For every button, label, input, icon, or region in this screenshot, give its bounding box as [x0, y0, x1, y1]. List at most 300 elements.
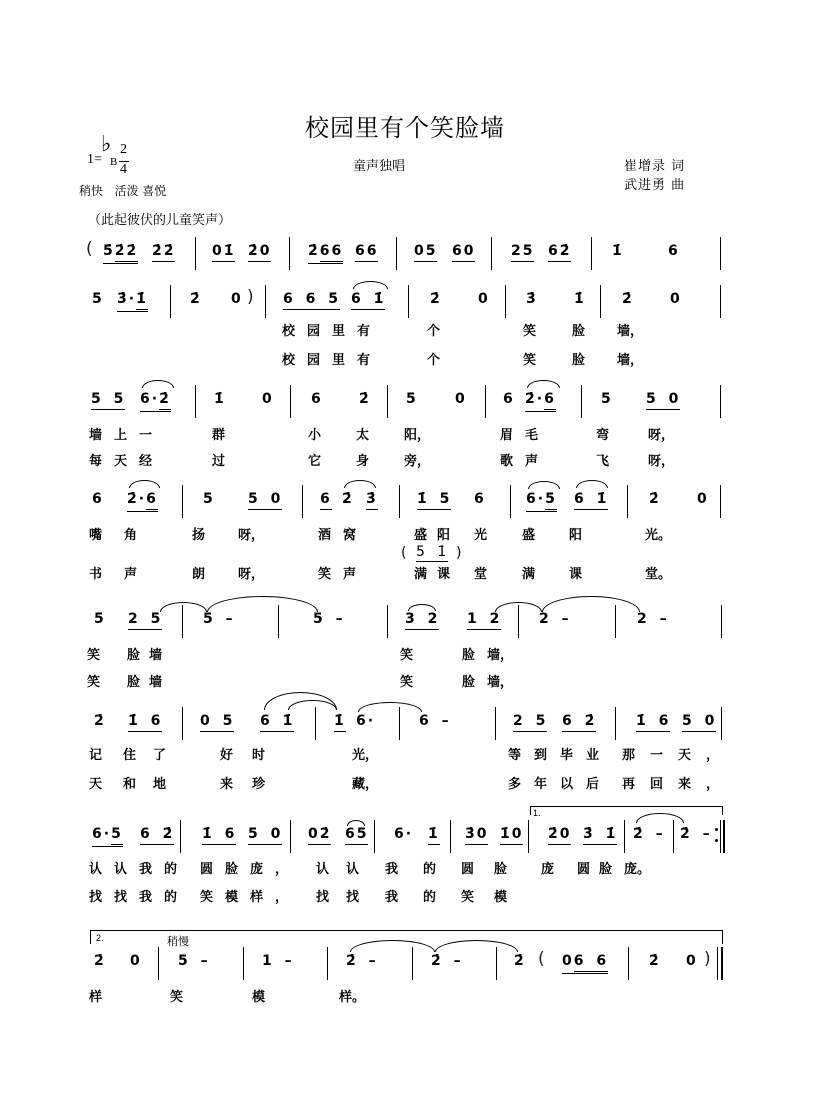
lyric: 脸 — [462, 675, 488, 690]
lyric: 盛阳 — [414, 528, 461, 543]
lyric: 笑 — [87, 675, 113, 690]
lyric: 酒窝 — [318, 528, 369, 543]
note-group: 66 — [355, 242, 378, 262]
tempo-change-marking: 稍慢 — [167, 935, 189, 948]
barline — [302, 485, 303, 518]
lyric: 的 — [423, 890, 449, 905]
intro-note: （此起彼伏的儿童笑声） — [88, 213, 232, 228]
lyric: 圆 — [461, 862, 487, 877]
note: 2̇ — [159, 390, 171, 410]
lyric: 光， — [352, 748, 379, 763]
barline — [628, 947, 629, 980]
lyric: 了 — [153, 748, 179, 763]
note: 3̇· — [117, 291, 137, 307]
composer-credit: 武进勇 曲 — [624, 178, 686, 193]
lyric: 找找 — [316, 890, 377, 905]
note: 2̇ — [649, 953, 661, 969]
lyric: 笑 — [170, 990, 196, 1005]
barline — [505, 285, 506, 318]
note: 2̇ – — [346, 953, 378, 969]
barline — [412, 947, 413, 980]
score-line-8 — [0, 933, 822, 972]
barline — [315, 707, 316, 740]
lyric: 角 — [124, 528, 150, 543]
barline — [673, 820, 674, 853]
score-line-6 — [0, 712, 822, 732]
note: 1̇ — [214, 391, 226, 407]
note: 6 6 — [574, 952, 608, 972]
note: 2̇ – — [680, 826, 712, 842]
note-group: 3̇ 1̇ — [583, 825, 617, 845]
note: 6 — [146, 490, 158, 510]
lyric: 的 — [423, 862, 449, 877]
lyric: 阳 — [569, 528, 595, 543]
note: 6 — [92, 491, 104, 507]
note: 6· — [356, 713, 376, 729]
note: 1̇ — [574, 291, 586, 307]
lyric: 堂。 — [645, 567, 672, 582]
note-group: 2 5 — [128, 610, 162, 630]
lyric: 脸墙 — [127, 675, 172, 690]
key-signature-prefix: 1= — [87, 152, 102, 167]
tie-arc — [542, 596, 640, 612]
note-group: 1̇ 6 — [128, 712, 162, 732]
lyric: 住 — [123, 748, 149, 763]
lyric: 那一天， — [622, 748, 735, 763]
note: 2 – — [539, 611, 571, 627]
lyric: 记 — [89, 748, 115, 763]
lyric: 我 — [385, 890, 411, 905]
note-group: 1̇ 6 — [202, 825, 236, 845]
note-group: 2̇0 — [548, 825, 571, 845]
lyric: 墙， — [617, 324, 644, 339]
lyric: 歌声 — [500, 454, 551, 469]
note: 2̇ — [94, 713, 106, 729]
note-group: 6 6 5 — [283, 290, 340, 310]
note-group — [562, 952, 608, 974]
lyric: 光。 — [645, 528, 672, 543]
lyric: 笑 — [523, 324, 549, 339]
barline — [721, 707, 722, 740]
note: 2̇ — [342, 491, 354, 507]
note-group — [525, 390, 556, 412]
tie-arc — [160, 602, 207, 612]
note-group — [526, 490, 557, 512]
lyric: 每天经 — [89, 454, 165, 469]
score-line-3 — [0, 390, 822, 410]
barline — [496, 947, 497, 980]
note: 6 — [474, 491, 486, 507]
note-group: 3̇0 — [465, 825, 488, 845]
note: 0 — [670, 291, 682, 307]
barline — [615, 707, 616, 740]
note-group: 01̇ — [212, 242, 235, 262]
slur-arc — [129, 480, 160, 488]
note: 6 — [668, 243, 680, 259]
note-group: 6 1̇ — [260, 712, 294, 732]
slur-arc — [142, 380, 174, 388]
performance-type: 童声独唱 — [353, 159, 406, 174]
barline — [396, 237, 397, 270]
lyric: 阳， — [404, 428, 431, 443]
barline — [182, 485, 183, 518]
lyric: 笑 — [523, 353, 549, 368]
note: 2̇ — [94, 953, 106, 969]
lyric: 身 — [356, 454, 382, 469]
note: 5 — [92, 291, 104, 307]
barline — [720, 485, 721, 518]
barline — [243, 947, 244, 980]
lyric: 笑 — [400, 648, 426, 663]
note-group: 5 0 — [646, 390, 680, 410]
note-group: 6 1̇ — [351, 290, 385, 310]
lyric: 弯 — [596, 428, 622, 443]
slur-arc — [576, 480, 608, 488]
lyric: 等到毕业 — [508, 748, 613, 763]
note-group: 5 5 — [91, 390, 125, 410]
score-line-1 — [0, 239, 822, 262]
note: 2̇2̇ — [115, 242, 138, 262]
note-group: 6 2̇ — [562, 712, 596, 732]
note-group: 6 2̇ — [140, 825, 174, 845]
lyric: 脸墙 — [127, 648, 172, 663]
lyric: 来 — [220, 777, 246, 792]
note-group — [117, 290, 148, 312]
lyric: 书 — [89, 567, 115, 582]
lyric: 脸 — [599, 862, 625, 877]
lyric: 个 — [427, 353, 453, 368]
barline — [290, 385, 291, 418]
note: 5 — [203, 491, 215, 507]
barline — [485, 385, 486, 418]
note-group — [127, 490, 158, 512]
barline — [495, 707, 496, 740]
slur-arc — [347, 820, 365, 826]
lyric: 笑模样， — [200, 890, 301, 905]
note: 0 — [262, 391, 274, 407]
barline — [195, 385, 196, 418]
note: 3̇ — [526, 291, 538, 307]
note: 2̇· — [127, 491, 147, 507]
lyric: 笑 — [87, 648, 113, 663]
slur-arc — [408, 604, 436, 611]
note: 6 — [320, 490, 332, 510]
second-ending-label: 2. — [96, 933, 104, 943]
song-title: 校园里有个笑脸墙 — [305, 114, 505, 142]
lyric: 再回来， — [622, 777, 735, 792]
lyric: 认认我的 — [89, 862, 190, 877]
tempo-expression: 稍快 活泼 喜悦 — [79, 184, 167, 198]
note-group: 1̇0 — [500, 825, 523, 845]
final-barline — [717, 947, 718, 980]
note: 6 — [311, 391, 323, 407]
barline — [720, 237, 721, 270]
note-group — [308, 242, 343, 264]
note-group: 05 — [414, 242, 437, 262]
time-signature-numerator: 2 — [120, 142, 127, 157]
lyric: 庞 — [541, 862, 567, 877]
lyric: 笑 — [400, 675, 426, 690]
lyric: 盛 — [522, 528, 548, 543]
lyric: 光 — [474, 528, 500, 543]
lyric: 脸 — [572, 324, 598, 339]
barline — [581, 385, 582, 418]
note-group: 2̇2̇ — [152, 242, 175, 262]
lyric: 嘴 — [89, 528, 115, 543]
lyric: 满课 — [414, 567, 461, 582]
lyric: 找找我的 — [89, 890, 190, 905]
note: 6 — [544, 390, 556, 410]
lyric: 呀， — [238, 567, 265, 582]
note-group: 60 — [452, 242, 475, 262]
lyric: 过 — [212, 454, 238, 469]
lyric: 朗 — [192, 567, 218, 582]
note: 3̇ — [366, 490, 378, 510]
note-group — [140, 390, 171, 412]
lyric: 藏， — [352, 777, 379, 792]
lyric: 地 — [153, 777, 179, 792]
note: 5̇ — [103, 243, 115, 259]
note-group: 5 0 — [248, 825, 282, 845]
note-group: 5 0 — [682, 712, 716, 732]
lyric: 脸 — [572, 353, 598, 368]
barline — [180, 820, 181, 853]
barline — [720, 385, 721, 418]
lyric: 我 — [385, 862, 411, 877]
lyric: 脸 — [462, 648, 488, 663]
note: 0 — [697, 491, 709, 507]
barline — [720, 285, 721, 318]
note-group — [92, 825, 123, 847]
note-group: 2̇0 — [248, 242, 271, 262]
open-paren: ( — [401, 545, 409, 561]
note: 5 — [545, 490, 557, 510]
repeat-end-barline — [720, 820, 721, 853]
barline — [491, 237, 492, 270]
lyric: 模 — [252, 990, 278, 1005]
barline — [510, 485, 511, 518]
note-group: 2 5 — [513, 712, 547, 732]
note: 2 – — [637, 611, 669, 627]
score-line-7 — [0, 808, 822, 845]
lyric: 时 — [252, 748, 278, 763]
note: 5 – — [203, 611, 235, 627]
note-group: 25 — [511, 242, 534, 262]
barline — [528, 820, 529, 853]
tie-arc — [358, 702, 422, 712]
barline — [624, 820, 625, 853]
note: 0 — [478, 291, 490, 307]
note: 1 – — [262, 953, 294, 969]
note: 66 — [320, 242, 343, 262]
lyric: 课 — [569, 567, 595, 582]
score-line-2 — [0, 287, 822, 310]
lyric: 呀， — [648, 454, 675, 469]
barline — [327, 947, 328, 980]
tie-arc — [207, 596, 318, 612]
close-paren: ) — [247, 287, 254, 307]
note: 2̇ — [359, 391, 371, 407]
note-group: 0 5 — [200, 712, 234, 732]
note: 2̇ — [308, 243, 320, 259]
barline — [721, 605, 722, 638]
slur-arc — [353, 281, 388, 289]
note: 2̇ — [430, 291, 442, 307]
note: 2̇ — [622, 291, 634, 307]
lyric: 笑 — [461, 890, 487, 905]
barline — [182, 605, 183, 638]
note: 5 — [111, 825, 123, 845]
barline — [387, 385, 388, 418]
slur-arc — [344, 480, 376, 488]
lyric: 旁， — [404, 454, 431, 469]
lyric: 墙， — [617, 353, 644, 368]
lyric: 好 — [220, 748, 246, 763]
lyric: 它 — [308, 454, 334, 469]
barline — [591, 237, 592, 270]
key-tonic: B — [110, 156, 118, 168]
note-group: 62̇ — [548, 242, 571, 262]
barline — [158, 947, 159, 980]
lyric: 满 — [522, 567, 548, 582]
barline — [600, 285, 601, 318]
note: 6· — [92, 826, 112, 842]
close-paren: ) — [456, 545, 464, 561]
lyric: 扬 — [192, 528, 218, 543]
barline — [195, 237, 196, 270]
score-line-5 — [0, 610, 822, 630]
time-signature-denominator: 4 — [120, 162, 127, 177]
lyric: 脸 — [494, 862, 520, 877]
lyric: 校园里有 — [282, 353, 383, 368]
note-group: 5 1̇ — [416, 544, 449, 560]
note: 5 – — [313, 611, 345, 627]
barline — [265, 285, 266, 318]
repeat-dot — [715, 839, 718, 842]
note: 1̇ — [428, 825, 440, 845]
barline — [278, 605, 279, 638]
note: 6 – — [419, 713, 451, 729]
note: 2̇ — [514, 953, 526, 969]
lyric: 样。 — [339, 990, 366, 1005]
lyric: 小 — [308, 428, 334, 443]
lyric: 庞。 — [624, 862, 651, 877]
open-paren: ( — [538, 949, 545, 969]
note: 1̇ — [612, 243, 624, 259]
note: 5 — [94, 611, 106, 627]
slur-arc — [528, 481, 560, 489]
note-group: 02̇ — [308, 825, 331, 845]
slur-arc — [527, 380, 560, 388]
barline — [408, 285, 409, 318]
note: 5 – — [178, 953, 210, 969]
lyric: 和 — [123, 777, 149, 792]
final-barline-thick — [721, 947, 724, 980]
lyric: 圆脸庞， — [200, 862, 301, 877]
note: 1̇ — [136, 290, 148, 310]
barline — [374, 820, 375, 853]
note-group: 6 1̇ — [574, 490, 608, 510]
note-group: 1 2 — [467, 610, 501, 630]
first-ending-bracket — [530, 806, 723, 815]
note: 5 — [406, 391, 418, 407]
note: 6· — [526, 491, 546, 507]
lyric: 太 — [356, 428, 382, 443]
barline — [615, 605, 616, 638]
barline — [518, 605, 519, 638]
lyric: 校园里有 — [282, 324, 383, 339]
lyric: 眉毛 — [500, 428, 551, 443]
barline — [450, 820, 451, 853]
barline — [399, 485, 400, 518]
note: 2̇ – — [431, 953, 463, 969]
lyric: 墙， — [487, 648, 514, 663]
lyric: 声 — [124, 567, 150, 582]
lyric: 认认 — [316, 862, 377, 877]
note: 0 — [231, 291, 243, 307]
note: 2̇ — [190, 291, 202, 307]
note: 0 — [562, 953, 574, 969]
note-group: 65 — [345, 825, 368, 845]
repeat-end-barline-thick — [723, 820, 726, 853]
barline — [290, 820, 291, 853]
lyric: 个 — [427, 324, 453, 339]
lyric: 模 — [494, 890, 520, 905]
lyric: 多年以后 — [508, 777, 613, 792]
note-group — [103, 242, 138, 264]
note: 6 — [503, 391, 515, 407]
lyric: 墙， — [487, 675, 514, 690]
lyric: 样 — [89, 990, 115, 1005]
lyric: 珍 — [252, 777, 278, 792]
lyric: 堂 — [474, 567, 500, 582]
lyricist-credit: 崔增录 词 — [624, 159, 686, 174]
barline — [627, 485, 628, 518]
barline — [170, 285, 171, 318]
note-group: 1̇ 5 — [417, 490, 451, 510]
lyric: 圆 — [577, 862, 603, 877]
note: 0 — [130, 953, 142, 969]
note: 6· — [140, 391, 160, 407]
note: 2̇ — [649, 491, 661, 507]
note: 2̇· — [525, 391, 545, 407]
lyric: 墙上一 — [89, 428, 165, 443]
lyric: 群 — [212, 428, 238, 443]
score-line-4 — [0, 490, 822, 510]
note: 5 — [601, 391, 613, 407]
lyric: 呀， — [238, 528, 265, 543]
barline — [289, 237, 290, 270]
lyric: 天 — [89, 777, 115, 792]
barline — [399, 707, 400, 740]
open-paren: ( — [86, 239, 93, 259]
note: 6· — [394, 826, 414, 842]
lyric: 飞 — [596, 454, 622, 469]
lyric: 呀， — [648, 428, 675, 443]
close-paren: ) — [704, 949, 711, 969]
note: 2̇ – — [633, 826, 665, 842]
first-ending-label: 1. — [533, 808, 541, 818]
note: 0 — [455, 391, 467, 407]
repeat-dot — [715, 828, 718, 831]
note: 0 — [686, 953, 698, 969]
note-group: 3 2 — [405, 610, 439, 630]
note-group: 1̇ 6 — [636, 712, 670, 732]
barline — [182, 707, 183, 740]
note: 1̇ — [334, 712, 346, 732]
lyric: 笑声 — [318, 567, 369, 582]
flat-icon: ♭ — [101, 132, 112, 157]
